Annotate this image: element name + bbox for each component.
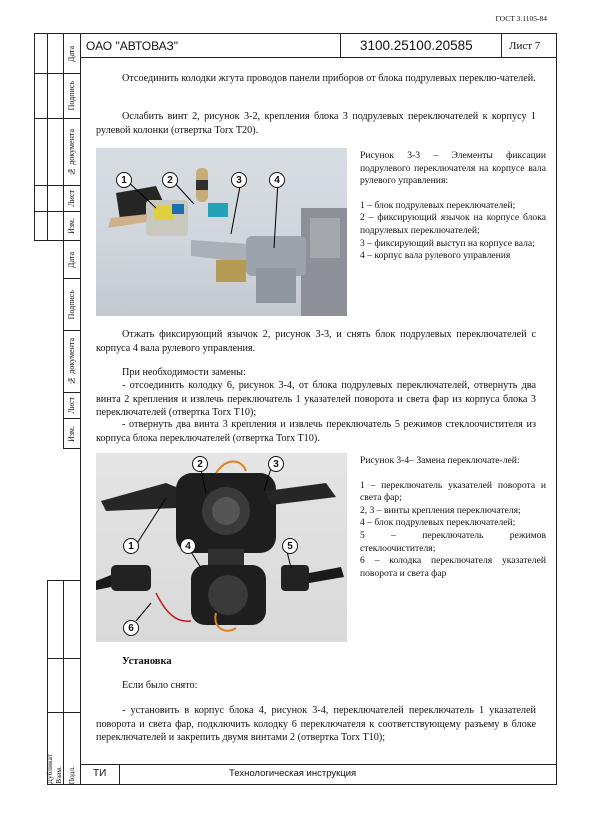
frame-bottom: [80, 784, 557, 785]
figure-3-3-title: Рисунок 3-3 – Элементы фиксации подрулевого переключателя на корпусе вала рулевого управления:: [360, 150, 546, 187]
callout-3: 3: [268, 456, 284, 472]
stamp-change-mid: Изм.: [66, 425, 76, 442]
footer-doc-type: Технологическая инструкция: [229, 768, 357, 779]
paragraph-loosen-screw: Ослабить винт 2, рисунок 3-2, крепления блока 3 подрулевых переключателей к корпусу 1 рулевой колонки (отвертка Torx T20).: [96, 111, 536, 136]
figure-3-4-caption: [360, 455, 546, 580]
stamp-original: Подл.: [67, 765, 76, 784]
stamp-change-upper: Изм.: [66, 218, 76, 234]
callout-4: 4: [269, 172, 285, 188]
figure-3-4-item-4: 5 – переключатель режимов стеклоочистителя;: [360, 529, 546, 554]
stamp-signature-upper: Подпись: [66, 81, 76, 111]
installation-condition: Если было снято:: [122, 680, 198, 691]
figure-3-3-item-2: 2 – фиксирующий язычок на корпусе блока подрулевых переключателей;: [360, 212, 546, 236]
figure-3-3-item-1: 1 – блок подрулевых переключателей;: [360, 199, 516, 211]
stamp-duplicate: Дубликат: [44, 753, 54, 784]
frame-left: [80, 33, 81, 785]
callout-4: 4: [180, 538, 196, 554]
callout-2: 2: [162, 172, 178, 188]
installation-step-1: - установить в корпус блока 4, рисунок 3-4, переключателей переключатель 1 указателей поворота и света фар, подключить колодку 6 переключателя к соответствующему разъему в блоке переключателей и закрепить двумя винтами 2 (отвертка Torx T10);: [96, 705, 536, 744]
paragraph-replacement-step-1: - отсоединить колодку 6, рисунок 3-4, от блока подрулевых переключателей, отвернуть два винта 2 крепления и извлечь переключатель 1 указателей поворота и света фар из корпуса блока 3 переключателей (отвертка Torx T10);: [96, 380, 536, 419]
callout-2: 2: [192, 456, 208, 472]
installation-heading: Установка: [122, 656, 172, 667]
frame-right: [556, 33, 557, 785]
callout-3: 3: [231, 172, 247, 188]
sheet-number: Лист 7: [509, 40, 541, 52]
figure-3-4-title: Рисунок 3-4– Замена переключате-лей:: [360, 455, 520, 466]
stamp-date-mid: Дата: [66, 251, 76, 268]
stamp-date-upper: Дата: [66, 45, 76, 62]
organization-name: ОАО "АВТОВАЗ": [86, 39, 179, 53]
paragraph-replacement-intro: При необходимости замены:: [122, 367, 246, 378]
figure-3-4-item-5: 6 – колодка переключателя указателей поворота и света фар: [360, 555, 546, 579]
header-divider: [80, 57, 557, 58]
paragraph-replacement-step-2: - отвернуть два винта 3 крепления и извлечь переключатель 5 режимов стеклоочистителя из корпуса блока переключателей (отвертка Torx T10).: [96, 419, 536, 444]
paragraph-disconnect: Отсоединить колодки жгута проводов панели приборов от блока подрулевых переклю-чателей.: [122, 73, 536, 84]
stamp-sheet-mid: Лист: [66, 397, 76, 414]
callout-1: 1: [123, 538, 139, 554]
figure-3-4-item-2: 2, 3 – винты крепления переключателя;: [360, 504, 521, 516]
figure-3-3-item-3: 3 – фиксирующий выступ на корпусе вала;: [360, 237, 535, 249]
frame-top: [80, 33, 557, 34]
callout-6: 6: [123, 620, 139, 636]
stamp-docnum-mid: № документа: [66, 338, 76, 385]
figure-3-3-item-4: 4 – корпус вала рулевого управления: [360, 250, 511, 262]
stamp-signature-mid: Подпись: [66, 289, 76, 320]
figure-3-4-item-1: 1 – переключатель указателей поворота и света фар;: [360, 479, 546, 504]
callout-5: 5: [282, 538, 298, 554]
figure-3-3-photo: [96, 148, 347, 316]
figure-3-4-photo: [96, 453, 347, 642]
stamp-sheet-upper: Лист: [66, 190, 76, 207]
document-number: 3100.25100.20585: [360, 38, 473, 53]
stamp-replacement: Взам.: [54, 766, 63, 784]
standard-reference: ГОСТ 3.1105-84: [495, 14, 547, 23]
figure-3-4-item-3: 4 – блок подрулевых переключателей;: [360, 517, 516, 529]
figure-3-3-caption: [360, 150, 546, 263]
footer-code: ТИ: [93, 768, 107, 779]
paragraph-press-tab: Отжать фиксирующий язычок 2, рисунок 3-3, и снять блок подрулевых переключателей с корпуса 4 вала рулевого управления.: [96, 329, 536, 354]
stamp-docnum-upper: № документа: [66, 128, 76, 176]
callout-1: 1: [116, 172, 132, 188]
